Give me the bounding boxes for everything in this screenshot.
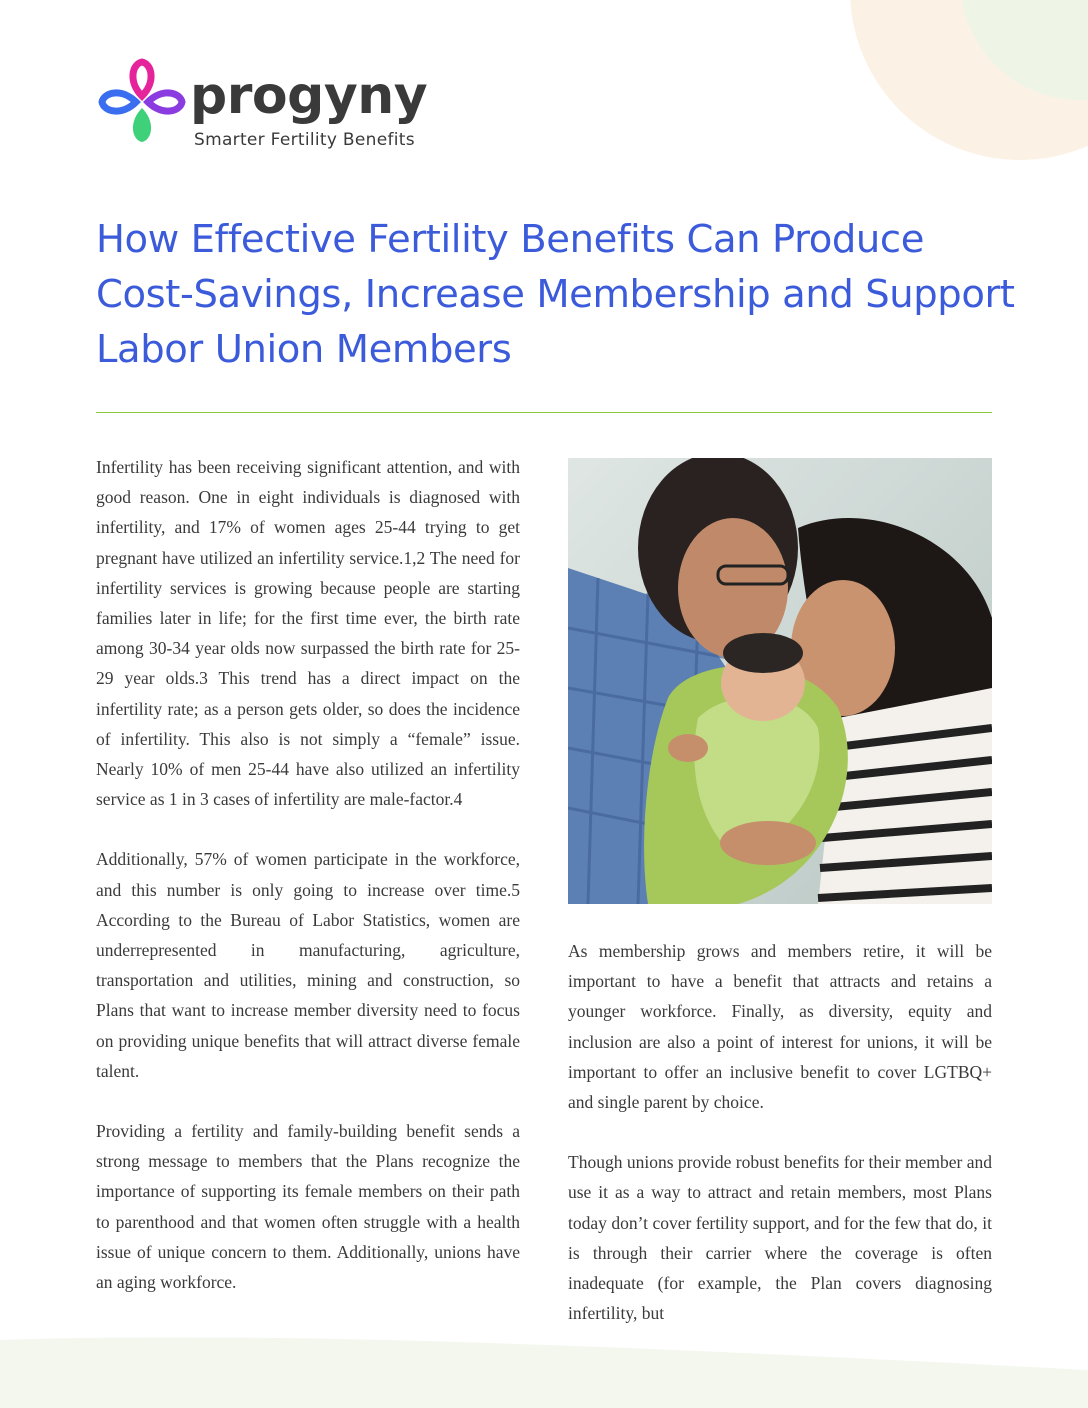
body-paragraph: Though unions provide robust benefits for their member and use it as a way to attract and retain members, most Plans today don’t cover fertility support, and for the few that do, it is through their carrier where the coverage is often inadequate (for example, the Plan covers diagnosing infertility, but	[568, 1152, 992, 1324]
left-column	[96, 452, 520, 1327]
body-paragraph: Infertility has been receiving significant attention, and with good reason. One in eight individuals is diagnosed with infertility, and 17% of women ages 25-44 trying to get pregnant have utilized an infertility service.1,2 The need for infertility services is growing because people are starting families later in life; for the first time ever, the birth rate among 30-34 year olds now surpassed the birth rate for 25-29 year olds.3 This trend has a direct impact on the infertility rate; as a person gets older, so does the incidence of infertility. This also is not simply a “female” issue. Nearly 10% of men 25-44 have also utilized an infertility service as 1 in 3 cases of infertility are male-factor.4	[96, 457, 520, 810]
body-paragraph: As membership grows and members retire, it will be important to have a benefit that attracts and retains a younger workforce. Finally, as diversity, equity and inclusion are also a point of interest for unions, it will be important to offer an inclusive benefit to cover LGTBQ+ and single parent by choice.	[568, 941, 992, 1113]
title-divider	[96, 412, 992, 413]
page-title: How Effective Fertility Benefits Can Produce Cost-Savings, Increase Membership and Support Labor Union Members	[96, 217, 1015, 372]
corner-decoration	[720, 0, 1088, 160]
brand-tagline: Smarter Fertility Benefits	[194, 130, 415, 150]
logo-mark-icon	[96, 56, 188, 148]
brand-name: progyny	[190, 66, 428, 126]
right-column	[568, 936, 992, 1358]
body-paragraph: Additionally, 57% of women participate in the workforce, and this number is only going to increase over time.5 According to the Bureau of Labor Statistics, women are underrepresented in manufacturing, agriculture, transportation and utilities, mining and construction, so Plans that want to increase member diversity need to focus on providing unique benefits that will attract diverse female talent.	[96, 849, 520, 1081]
family-photo	[568, 458, 992, 904]
progyny-logo	[96, 56, 436, 156]
body-paragraph: Providing a fertility and family-building benefit sends a strong message to members that the Plans recognize the importance of supporting its female members on their path to parenthood and that women often struggle with a health issue of unique concern to them. Additionally, unions have an aging workforce.	[96, 1121, 520, 1293]
